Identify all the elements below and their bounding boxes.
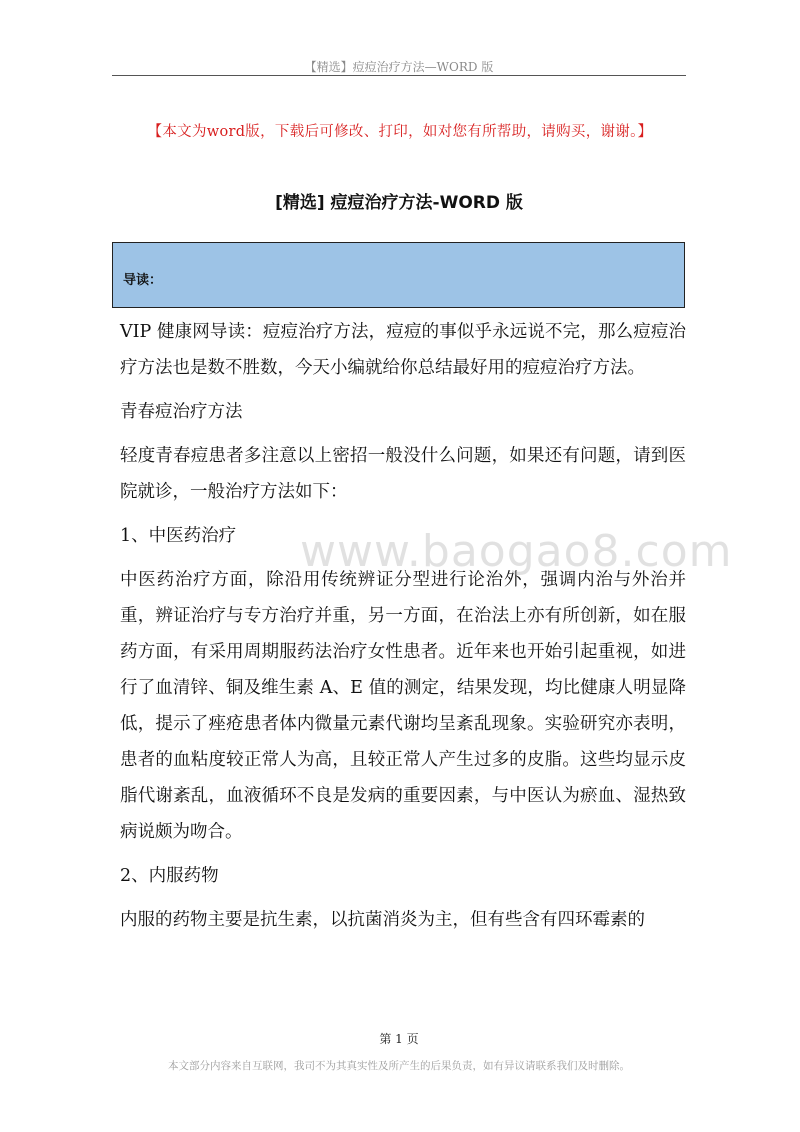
guide-box xyxy=(112,242,685,308)
paragraph: 轻度青春痘患者多注意以上密招一般没什么问题，如果还有问题，请到医院就诊，一般治疗方法如下： xyxy=(120,446,686,502)
download-notice: 【本文为word版，下载后可修改、打印，如对您有所帮助，请购买，谢谢。】 xyxy=(147,124,653,140)
body-text xyxy=(120,314,686,946)
paragraph-intro: VIP 健康网导读：痘痘治疗方法，痘痘的事似乎永远说不完，那么痘痘治疗方法也是数不胜数，今天小编就给你总结最好用的痘痘治疗方法。 xyxy=(120,322,686,378)
page-number: 第 1 页 xyxy=(379,1032,419,1046)
page-header: 【精选】痘痘治疗方法—WORD 版 xyxy=(304,60,494,74)
section-heading: 青春痘治疗方法 xyxy=(120,402,243,422)
subsection-heading: 2、内服药物 xyxy=(120,866,219,886)
subsection-heading: 1、中医药治疗 xyxy=(120,526,237,546)
footer-disclaimer: 本文部分内容来自互联网，我司不为其真实性及所产生的后果负责，如有异议请联系我们及时删除。 xyxy=(168,1060,630,1072)
paragraph: 内服的药物主要是抗生素，以抗菌消炎为主，但有些含有四环霉素的 xyxy=(120,910,645,930)
document-title: [精选] 痘痘治疗方法-WORD 版 xyxy=(275,193,523,213)
paragraph: 中医药治疗方面，除沿用传统辨证分型进行论治外，强调内治与外治并重，辨证治疗与专方治疗并重，另一方面，在治法上亦有所创新，如在服药方面，有采用周期服药法治疗女性患者。近年来也开始引起重视，如进行了血清锌、铜及维生素 A、E 值的测定，结果发现，均比健康人明显降低，提示了痤疮患者体内微量元素代谢均呈紊乱现象。实验研究亦表明，患者的血粘度较正常人为高，且较正常人产生过多的皮脂。这些均显示皮脂代谢紊乱，血液循环不良是发病的重要因素，与中医认为瘀血、湿热致病说颇为吻合。 xyxy=(120,570,686,842)
watermark: www.baogao8.com xyxy=(300,526,733,577)
header-divider xyxy=(112,75,686,76)
guide-label: 导读： xyxy=(123,273,163,288)
